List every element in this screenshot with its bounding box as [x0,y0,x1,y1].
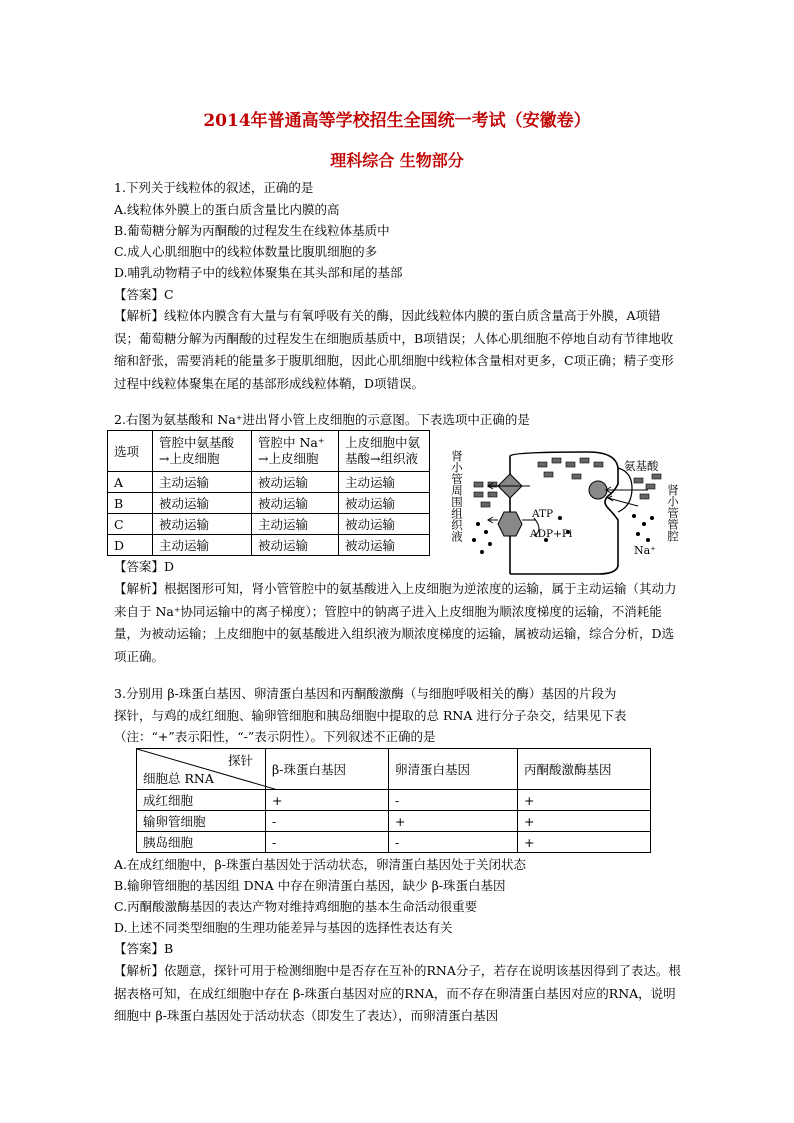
header-line: 上皮细胞中氨 [345,435,421,450]
symporter-protein [589,481,607,499]
header-line: 管腔中氨基酸 [159,435,235,450]
exam-title: 2014年普通高等学校招生全国统一考试（安徽卷） [203,111,591,131]
table-row [137,790,651,811]
q2-stem: 2.右图为氨基酸和 Na⁺进出肾小管上皮细胞的示意图。下表选项中正确的是 [114,412,530,427]
table-header-cell: β-珠蛋白基因 [266,749,389,790]
table-header-cell: 丙酮酸激酶基因 [518,749,651,790]
table-cell: 主动运输 [153,535,252,556]
figure-label-adp: ADP+Pi [530,528,573,540]
table-header-row [137,749,651,790]
sodium-potassium-pump [498,512,522,536]
header-line: →上皮细胞 [159,451,220,466]
q1-option-a: A.线粒体外膜上的蛋白质含量比内膜的高 [114,202,340,217]
table-cell: + [518,832,651,853]
figure-label-lumen: 肾小管管腔 [666,484,680,542]
q3-option-c: C.丙酮酸激酶基因的表达产物对维持鸡细胞的基本生命活动很重要 [114,899,478,914]
amino-acid-group-top [538,458,603,479]
figure-label-atp: ATP [532,508,554,520]
table-cell: C [108,514,153,535]
q1-option-b: B.葡萄糖分解为丙酮酸的过程发生在线粒体基质中 [114,223,390,238]
q2-options-table [107,430,430,556]
exam-subtitle: 理科综合 生物部分 [330,151,464,170]
table-cell: D [108,535,153,556]
q1-analysis: 【解析】线粒体内膜含有大量与有氧呼吸有关的酶，因此线粒体内膜的蛋白质含量高于外膜，A项错误；葡萄糖分解为丙酮酸的过程发生在细胞质基质中，B项错误；人体心肌细胞不停地自动有节律地收缩和舒张，需要消耗的能量多于腹肌细胞，因此心肌细胞中线粒体含量相对更多，C项正确；精子变形过程中线粒体聚集在尾的基部形成线粒体鞘，D项错误。 [114,308,674,391]
table-cell: 成红细胞 [137,790,266,811]
q3-stem-line-2: 探针，与鸡的成红细胞、输卵管细胞和胰岛细胞中提取的总 RNA 进行分子杂交，结果见下表 [114,708,627,723]
q3-hybridization-table [136,748,651,853]
q2-answer: 【答案】D [114,559,175,574]
figure-label-interstitial: 肾小管周围组织液 [450,450,464,542]
header-line: 选项 [114,444,140,459]
q3-option-b: B.输卵管细胞的基因组 DNA 中存在卵清蛋白基因，缺少 β-珠蛋白基因 [114,878,506,893]
table-cell: 被动运输 [252,472,339,493]
table-cell: 被动运输 [252,493,339,514]
table-cell: 被动运输 [339,514,430,535]
corner-label-rna: 细胞总 RNA [143,771,214,786]
q1-option-d: D.哺乳动物精子中的线粒体聚集在其头部和尾的基部 [114,265,403,280]
figure-label-amino-acid: 氨基酸 [624,459,659,473]
table-cell: 主动运输 [153,472,252,493]
q1-stem: 1.下列关于线粒体的叙述，正确的是 [114,180,314,195]
table-cell: 被动运输 [153,514,252,535]
q3-stem-line-3: （注：“+”表示阳性，“-”表示阴性）。下列叙述不正确的是 [114,729,436,744]
figure-label-sodium: Na⁺ [634,544,656,557]
table-cell: - [266,832,389,853]
q3-option-a: A.在成红细胞中，β-珠蛋白基因处于活动状态，卵清蛋白基因处于关闭状态 [114,857,526,872]
table-header-cell [252,431,339,472]
table-cell: - [389,832,518,853]
q1-answer: 【答案】C [114,287,174,302]
table-cell: 主动运输 [252,514,339,535]
table-cell: 胰岛细胞 [137,832,266,853]
table-header-cell [108,431,153,472]
table-cell: 被动运输 [339,493,430,514]
table-header-cell: 卵清蛋白基因 [389,749,518,790]
q3-answer: 【答案】B [114,941,174,956]
table-row [108,535,430,556]
table-cell: 输卵管细胞 [137,811,266,832]
table-cell: 主动运输 [339,472,430,493]
table-cell: 被动运输 [252,535,339,556]
table-row [108,493,430,514]
header-line: 基酸→组织液 [345,451,418,466]
table-row [137,811,651,832]
table-cell: 被动运输 [339,535,430,556]
table-cell: + [389,811,518,832]
q3-stem-line-1: 3.分别用 β-珠蛋白基因、卵清蛋白基因和丙酮酸激酶（与细胞呼吸相关的酶）基因的片段为 [114,686,617,701]
table-cell: 被动运输 [153,493,252,514]
table-row [137,832,651,853]
table-row [108,514,430,535]
table-cell: + [518,811,651,832]
table-cell: + [266,790,389,811]
q1-option-c: C.成人心肌细胞中的线粒体数量比腹肌细胞的多 [114,244,378,259]
table-cell: B [108,493,153,514]
table-cell: A [108,472,153,493]
table-header-cell [153,431,252,472]
table-cell: - [266,811,389,832]
table-cell: - [389,790,518,811]
table-cell: + [518,790,651,811]
cell-membrane [510,452,618,574]
table-row [108,472,430,493]
header-line: 管腔中 Na⁺ [258,435,325,450]
corner-label-probe: 探针 [227,753,253,768]
q3-analysis: 【解析】依题意，探针可用于检测细胞中是否存在互补的RNA分子，若存在说明该基因得到了表达。根据表格可知，在成红细胞中存在 β-珠蛋白基因对应的RNA，而不存在卵清蛋白基因对应的RNA，说明细胞中 β-珠蛋白基因处于活动状态（即发生了表达），而卵清蛋白基因 [114,963,681,1023]
q3-option-d: D.上述不同类型细胞的生理功能差异与基因的选择性表达有关 [114,920,453,935]
table-header-row [108,431,430,472]
table-header-cell [339,431,430,472]
q2-analysis: 【解析】根据图形可知，肾小管管腔中的氨基酸进入上皮细胞为逆浓度的运输，属于主动运输（其动力来自于 Na⁺协同运输中的离子梯度）；管腔中的钠离子进入上皮细胞为顺浓度梯度的运输，不消耗能量，为被动运输；上皮细胞中的氨基酸进入组织液为顺浓度梯度的运输，属被动运输，综合分析，D选项正确。 [114,581,677,664]
amino-acid-group-right [634,474,661,499]
header-line: →上皮细胞 [258,451,319,466]
table-corner-cell [137,749,266,790]
